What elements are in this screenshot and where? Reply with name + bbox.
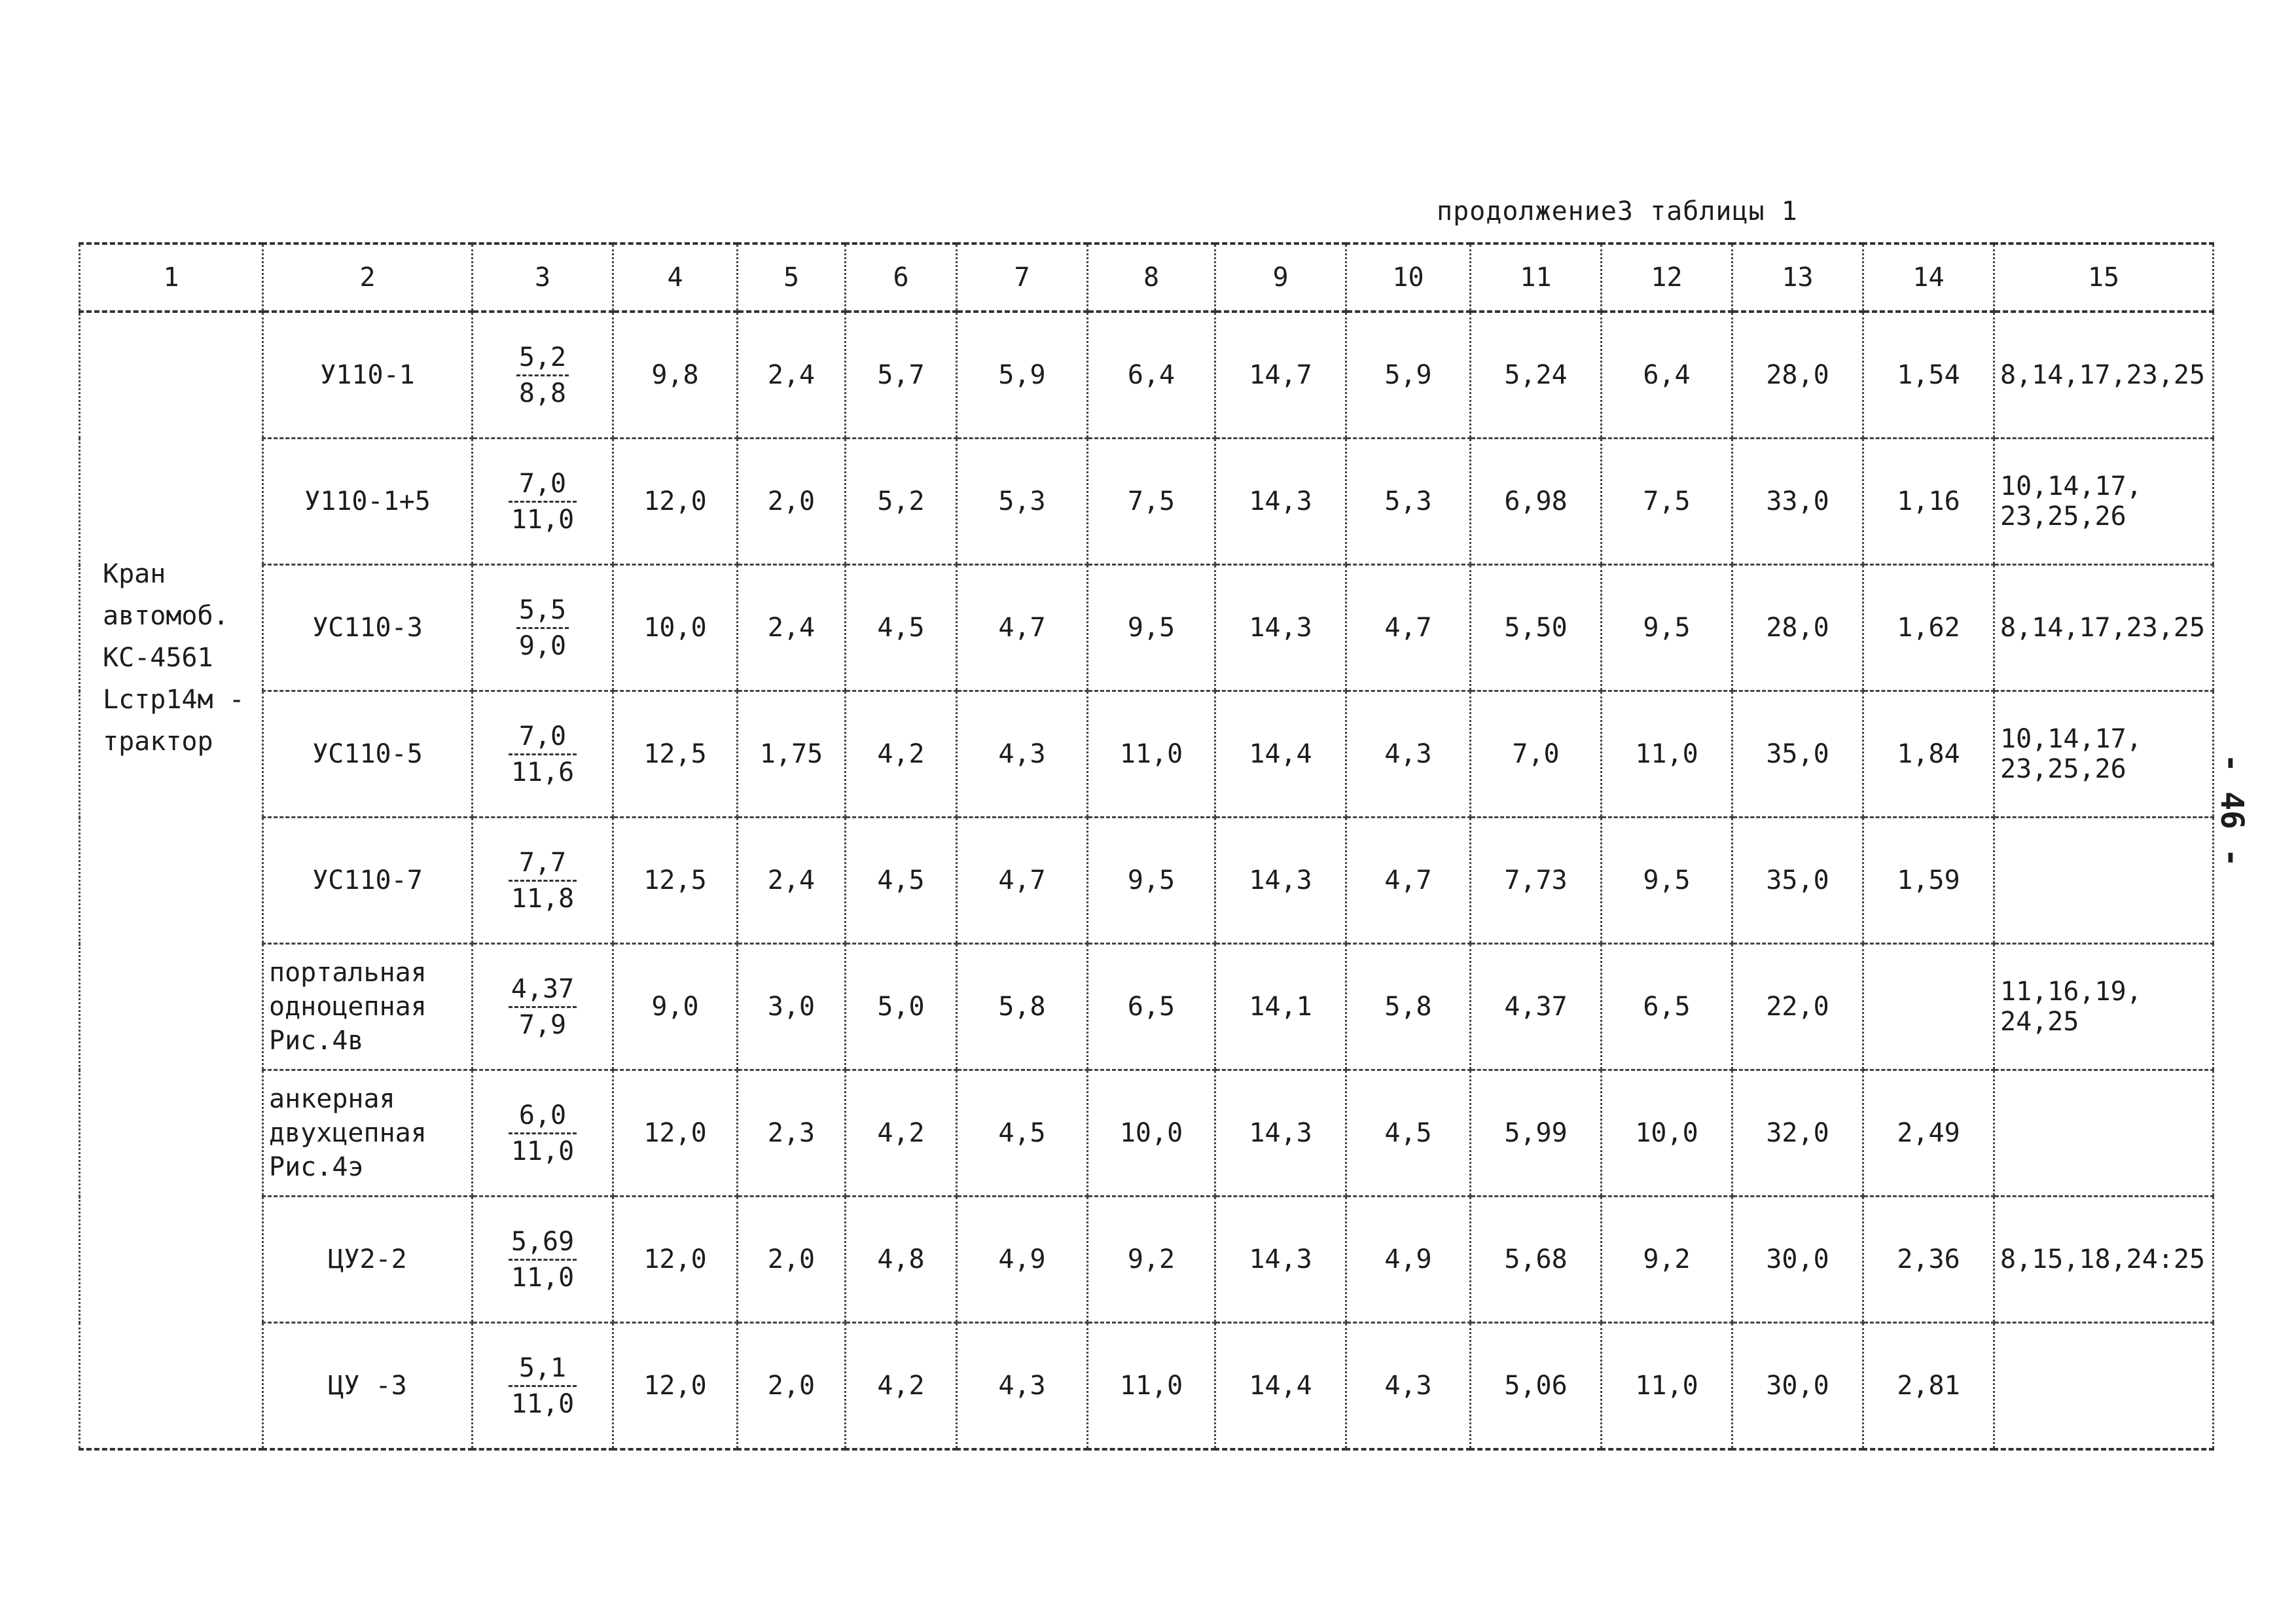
value-cell-col-12: 10,0 [1602, 1070, 1732, 1197]
value-cell-col-11: 5,99 [1471, 1070, 1602, 1197]
element-code-cell [263, 944, 473, 1070]
group-label-cell [80, 312, 263, 1449]
reference-cell: 10,14,17, 23,25,26 [1994, 691, 2214, 818]
column-header-8: 8 [1088, 244, 1215, 312]
value-cell-col-10: 5,9 [1346, 312, 1471, 439]
fraction [509, 1351, 577, 1421]
value-cell-col-4: 12,0 [613, 1197, 738, 1323]
element-code-line: ЦУ2-2 [328, 1244, 407, 1274]
value-cell-col-6: 5,0 [846, 944, 957, 1070]
element-code-cell [263, 439, 473, 565]
page-number: - 46 - [2214, 753, 2250, 867]
value-cell-col-7: 5,3 [957, 439, 1088, 565]
column-header-14: 14 [1863, 244, 1994, 312]
value-cell-col-9: 14,4 [1215, 691, 1346, 818]
value-cell-col-4: 12,0 [613, 439, 738, 565]
fraction [516, 340, 569, 410]
reference-cell [1994, 1323, 2214, 1450]
value-cell-col-9: 14,4 [1215, 1323, 1346, 1450]
value-cell-col-8: 9,5 [1088, 565, 1215, 691]
column-header-6: 6 [846, 244, 957, 312]
value-cell-col-4: 12,0 [613, 1070, 738, 1197]
reference-cell [1994, 1070, 2214, 1197]
fraction-cell [473, 1070, 613, 1197]
table-row [80, 312, 2214, 439]
value-cell-col-5: 2,4 [738, 565, 846, 691]
table-row [80, 1070, 2214, 1197]
value-cell-col-5: 2,0 [738, 1197, 846, 1323]
value-cell-col-6: 5,7 [846, 312, 957, 439]
value-cell-col-5: 2,0 [738, 1323, 846, 1450]
fraction [509, 1225, 577, 1295]
value-cell-col-10: 5,8 [1346, 944, 1471, 1070]
value-cell-col-10: 4,7 [1346, 818, 1471, 944]
value-cell-col-12: 6,5 [1602, 944, 1732, 1070]
fraction [516, 593, 569, 663]
value-cell-col-6: 4,2 [846, 691, 957, 818]
value-cell-col-7: 4,7 [957, 818, 1088, 944]
value-cell-col-7: 4,3 [957, 1323, 1088, 1450]
value-cell-col-11: 5,24 [1471, 312, 1602, 439]
value-cell-col-8: 9,2 [1088, 1197, 1215, 1323]
header-row [80, 244, 2214, 312]
value-cell-col-7: 4,3 [957, 691, 1088, 818]
element-code-cell [263, 1323, 473, 1450]
element-code-line: УС110-3 [312, 613, 423, 643]
group-label-line: КС-4561 [103, 643, 213, 673]
column-header-13: 13 [1732, 244, 1863, 312]
value-cell-col-8: 9,5 [1088, 818, 1215, 944]
value-cell-col-10: 4,3 [1346, 691, 1471, 818]
element-code-cell [263, 565, 473, 691]
value-cell-col-11: 5,50 [1471, 565, 1602, 691]
column-header-11: 11 [1471, 244, 1602, 312]
table-row [80, 1197, 2214, 1323]
reference-cell: 11,16,19, 24,25 [1994, 944, 2214, 1070]
fraction-denominator: 7,9 [518, 1009, 567, 1040]
value-cell-col-12: 9,5 [1602, 565, 1732, 691]
value-cell-col-14: 2,36 [1863, 1197, 1994, 1323]
value-cell-col-12: 11,0 [1602, 1323, 1732, 1450]
fraction-cell [473, 818, 613, 944]
fraction-numerator: 7,0 [509, 719, 577, 755]
fraction-denominator: 11,0 [511, 504, 575, 535]
value-cell-col-13: 30,0 [1732, 1323, 1863, 1450]
value-cell-col-9: 14,3 [1215, 565, 1346, 691]
value-cell-col-10: 4,9 [1346, 1197, 1471, 1323]
fraction-cell [473, 312, 613, 439]
column-header-10: 10 [1346, 244, 1471, 312]
element-code-line: Рис.4э [269, 1152, 364, 1182]
column-header-9: 9 [1215, 244, 1346, 312]
reference-cell: 8,15,18,24:25 [1994, 1197, 2214, 1323]
fraction-denominator: 11,8 [511, 883, 575, 914]
group-label-line: трактор [103, 727, 213, 757]
value-cell-col-4: 10,0 [613, 565, 738, 691]
reference-cell: 10,14,17, 23,25,26 [1994, 439, 2214, 565]
value-cell-col-5: 2,4 [738, 818, 846, 944]
fraction [509, 719, 577, 789]
value-cell-col-6: 4,2 [846, 1070, 957, 1197]
element-code-line: У110-1+5 [304, 486, 431, 516]
value-cell-col-8: 6,5 [1088, 944, 1215, 1070]
value-cell-col-14: 1,54 [1863, 312, 1994, 439]
value-cell-col-11: 4,37 [1471, 944, 1602, 1070]
value-cell-col-12: 9,2 [1602, 1197, 1732, 1323]
value-cell-col-4: 9,0 [613, 944, 738, 1070]
value-cell-col-13: 22,0 [1732, 944, 1863, 1070]
table-row [80, 691, 2214, 818]
value-cell-col-6: 5,2 [846, 439, 957, 565]
element-code-line: УС110-5 [312, 739, 423, 769]
element-code-cell [263, 1197, 473, 1323]
element-code-line: анкерная [269, 1084, 395, 1114]
column-header-5: 5 [738, 244, 846, 312]
fraction-cell [473, 944, 613, 1070]
value-cell-col-9: 14,3 [1215, 439, 1346, 565]
table-row [80, 944, 2214, 1070]
element-code-line: двухцепная [269, 1118, 427, 1148]
value-cell-col-9: 14,1 [1215, 944, 1346, 1070]
value-cell-col-9: 14,3 [1215, 1070, 1346, 1197]
fraction [509, 846, 577, 916]
value-cell-col-4: 9,8 [613, 312, 738, 439]
table-row [80, 439, 2214, 565]
value-cell-col-13: 28,0 [1732, 312, 1863, 439]
value-cell-col-9: 14,3 [1215, 1197, 1346, 1323]
reference-cell: 8,14,17,23,25 [1994, 565, 2214, 691]
table-row [80, 818, 2214, 944]
value-cell-col-7: 5,8 [957, 944, 1088, 1070]
value-cell-col-9: 14,3 [1215, 818, 1346, 944]
fraction-numerator: 7,0 [509, 467, 577, 503]
element-code-line: портальная [269, 958, 427, 988]
table-row [80, 1323, 2214, 1450]
fraction-denominator: 11,6 [511, 757, 575, 787]
value-cell-col-7: 5,9 [957, 312, 1088, 439]
element-code-line: ЦУ -3 [328, 1371, 407, 1401]
value-cell-col-6: 4,2 [846, 1323, 957, 1450]
value-cell-col-8: 6,4 [1088, 312, 1215, 439]
table-caption: продолжение3 таблицы 1 [1437, 196, 1798, 226]
element-code-line: УС110-7 [312, 865, 423, 895]
value-cell-col-8: 7,5 [1088, 439, 1215, 565]
element-code-cell [263, 818, 473, 944]
column-header-12: 12 [1602, 244, 1732, 312]
value-cell-col-13: 32,0 [1732, 1070, 1863, 1197]
fraction [509, 467, 577, 537]
value-cell-col-13: 28,0 [1732, 565, 1863, 691]
value-cell-col-13: 35,0 [1732, 818, 1863, 944]
fraction-cell [473, 565, 613, 691]
value-cell-col-4: 12,0 [613, 1323, 738, 1450]
value-cell-col-13: 30,0 [1732, 1197, 1863, 1323]
fraction-numerator: 4,37 [509, 972, 577, 1008]
value-cell-col-6: 4,5 [846, 565, 957, 691]
value-cell-col-11: 6,98 [1471, 439, 1602, 565]
fraction-numerator: 5,2 [516, 340, 569, 376]
value-cell-col-7: 4,7 [957, 565, 1088, 691]
value-cell-col-11: 7,0 [1471, 691, 1602, 818]
value-cell-col-7: 4,5 [957, 1070, 1088, 1197]
value-cell-col-5: 2,4 [738, 312, 846, 439]
value-cell-col-10: 4,7 [1346, 565, 1471, 691]
fraction-denominator: 8,8 [518, 378, 567, 408]
value-cell-col-8: 11,0 [1088, 1323, 1215, 1450]
column-header-1: 1 [80, 244, 263, 312]
value-cell-col-10: 4,3 [1346, 1323, 1471, 1450]
fraction-cell [473, 439, 613, 565]
element-code-line: одноцепная [269, 992, 427, 1022]
value-cell-col-4: 12,5 [613, 691, 738, 818]
fraction-cell [473, 691, 613, 818]
table-row [80, 565, 2214, 691]
value-cell-col-5: 2,3 [738, 1070, 846, 1197]
reference-cell: 8,14,17,23,25 [1994, 312, 2214, 439]
value-cell-col-5: 1,75 [738, 691, 846, 818]
value-cell-col-13: 33,0 [1732, 439, 1863, 565]
element-code-cell [263, 1070, 473, 1197]
value-cell-col-11: 5,06 [1471, 1323, 1602, 1450]
value-cell-col-6: 4,8 [846, 1197, 957, 1323]
value-cell-col-5: 2,0 [738, 439, 846, 565]
value-cell-col-4: 12,5 [613, 818, 738, 944]
fraction-numerator: 6,0 [509, 1098, 577, 1134]
value-cell-col-8: 11,0 [1088, 691, 1215, 818]
fraction-denominator: 11,0 [511, 1136, 575, 1166]
group-label-line: Lстр14м - [103, 685, 245, 715]
fraction-denominator: 11,0 [511, 1388, 575, 1419]
column-header-4: 4 [613, 244, 738, 312]
value-cell-col-14: 1,62 [1863, 565, 1994, 691]
value-cell-col-14: 1,16 [1863, 439, 1994, 565]
value-cell-col-6: 4,5 [846, 818, 957, 944]
value-cell-col-5: 3,0 [738, 944, 846, 1070]
value-cell-col-11: 7,73 [1471, 818, 1602, 944]
value-cell-col-11: 5,68 [1471, 1197, 1602, 1323]
value-cell-col-10: 4,5 [1346, 1070, 1471, 1197]
group-label-line: автомоб. [103, 601, 229, 631]
fraction-cell [473, 1197, 613, 1323]
column-header-7: 7 [957, 244, 1088, 312]
value-cell-col-7: 4,9 [957, 1197, 1088, 1323]
value-cell-col-13: 35,0 [1732, 691, 1863, 818]
value-cell-col-14: 2,49 [1863, 1070, 1994, 1197]
fraction-numerator: 5,5 [516, 593, 569, 629]
fraction-denominator: 9,0 [518, 630, 567, 661]
column-header-3: 3 [473, 244, 613, 312]
element-code-line: У110-1 [320, 360, 415, 390]
fraction [509, 1098, 577, 1168]
value-cell-col-12: 6,4 [1602, 312, 1732, 439]
value-cell-col-12: 9,5 [1602, 818, 1732, 944]
element-code-cell [263, 312, 473, 439]
fraction-numerator: 5,69 [509, 1225, 577, 1261]
value-cell-col-8: 10,0 [1088, 1070, 1215, 1197]
value-cell-col-9: 14,7 [1215, 312, 1346, 439]
element-code-line: Рис.4в [269, 1026, 364, 1056]
data-table [79, 242, 2214, 1451]
value-cell-col-14 [1863, 944, 1994, 1070]
value-cell-col-10: 5,3 [1346, 439, 1471, 565]
value-cell-col-12: 7,5 [1602, 439, 1732, 565]
value-cell-col-14: 1,59 [1863, 818, 1994, 944]
fraction [509, 972, 577, 1042]
fraction-denominator: 11,0 [511, 1262, 575, 1293]
value-cell-col-14: 2,81 [1863, 1323, 1994, 1450]
reference-cell [1994, 818, 2214, 944]
column-header-15: 15 [1994, 244, 2214, 312]
fraction-numerator: 7,7 [509, 846, 577, 882]
element-code-cell [263, 691, 473, 818]
fraction-numerator: 5,1 [509, 1351, 577, 1387]
value-cell-col-12: 11,0 [1602, 691, 1732, 818]
fraction-cell [473, 1323, 613, 1450]
column-header-2: 2 [263, 244, 473, 312]
group-label-line: Кран [103, 559, 166, 589]
value-cell-col-14: 1,84 [1863, 691, 1994, 818]
